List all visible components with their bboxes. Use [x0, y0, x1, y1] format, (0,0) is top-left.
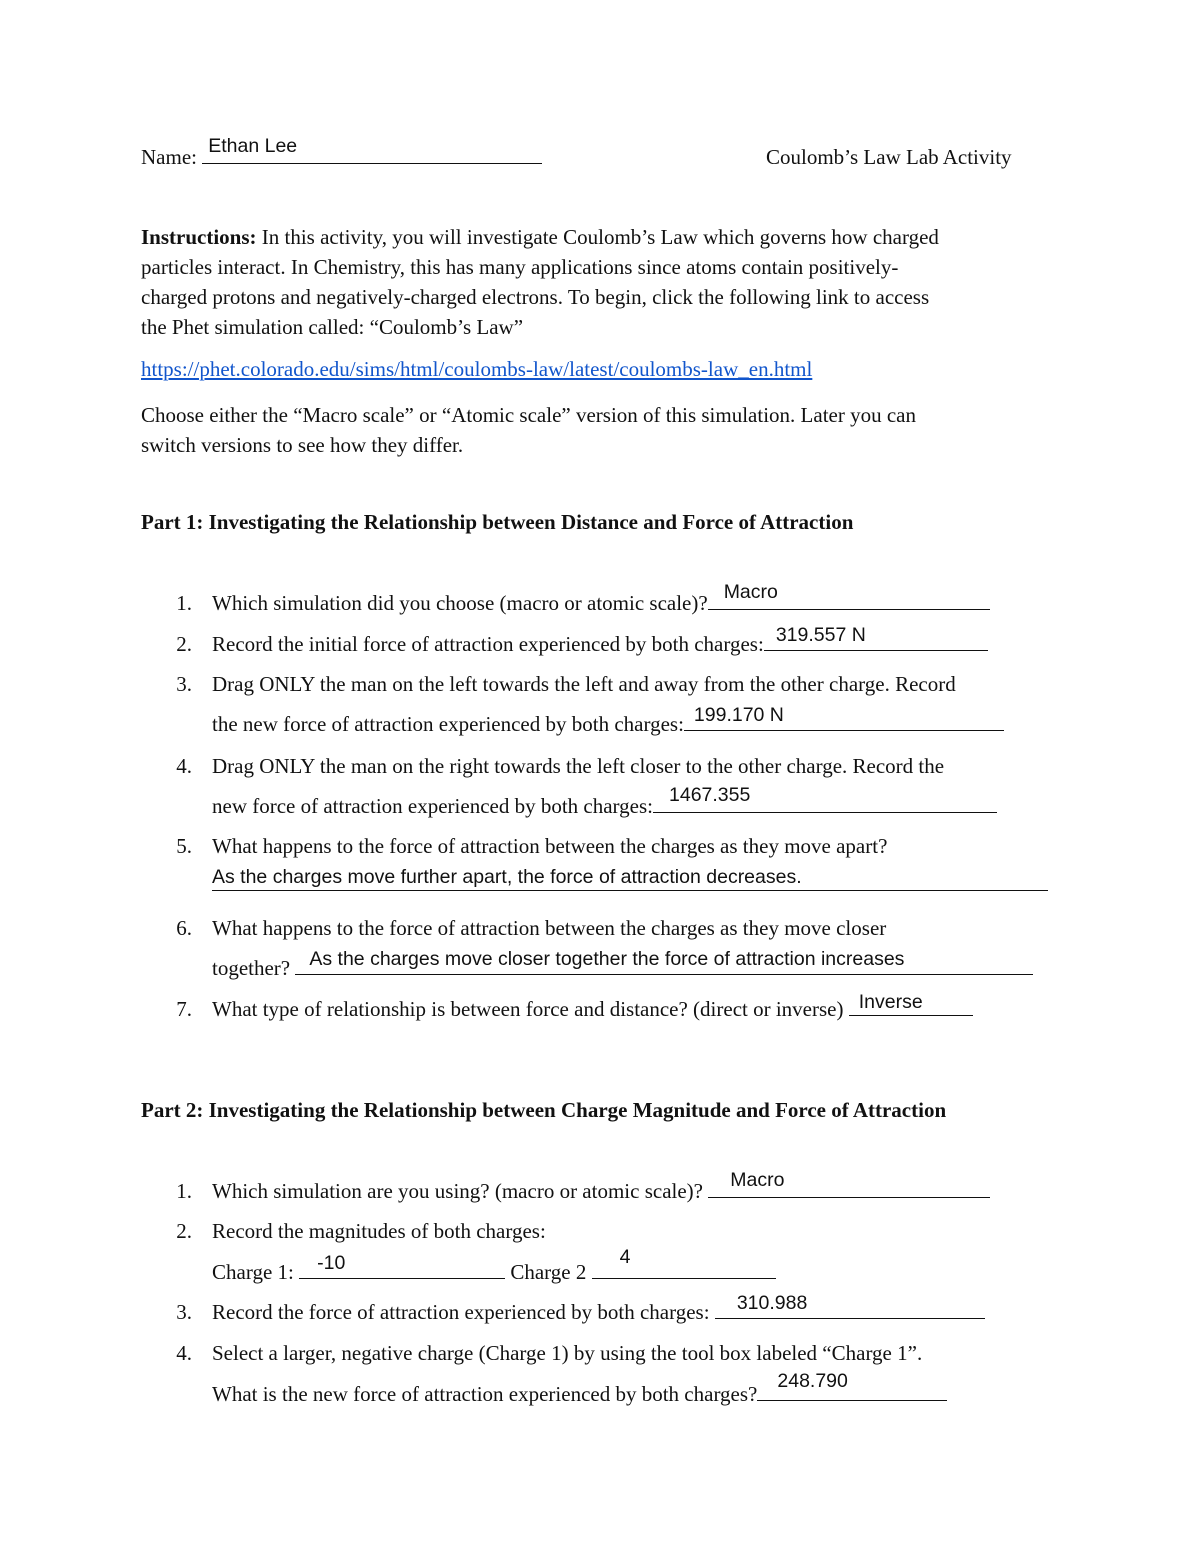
p2-q1 — [212, 1169, 990, 1203]
name-label: Name: — [141, 145, 197, 169]
p1-q4-number: 4. — [176, 754, 192, 778]
p2-q4-answer: 248.790 — [777, 1370, 848, 1392]
part1-heading: Part 1: Investigating the Relationship between Distance and Force of Attraction — [141, 510, 854, 534]
p1-q5-number: 5. — [176, 834, 192, 858]
p1-q5-answer: As the charges move further apart, the force of attraction decreases. — [212, 866, 802, 888]
charge2-label: Charge 2 — [510, 1260, 587, 1284]
p1-q1 — [212, 581, 990, 615]
simulation-link[interactable]: https://phet.colorado.edu/sims/html/coulombs-law/latest/coulombs-law_en.html — [141, 357, 813, 381]
p1-q7-answer: Inverse — [858, 991, 923, 1013]
choose-paragraph — [141, 400, 1061, 460]
name-row — [141, 135, 542, 169]
p1-q3-answer-field[interactable] — [684, 704, 1004, 731]
p2-q3-answer: 310.988 — [736, 1292, 808, 1314]
instructions-paragraph — [141, 222, 1061, 342]
p1-q5-text: What happens to the force of attraction between the charges as they move apart? — [212, 834, 888, 858]
p2-q4-text-b: What is the new force of attraction experienced by both charges? — [212, 1382, 758, 1406]
p1-q2-answer: 319.557 N — [775, 624, 866, 646]
p1-q4-answer-field[interactable] — [653, 784, 997, 813]
p1-q3-text-b: the new force of attraction experienced by both charges: — [212, 712, 684, 736]
p1-q2-text: Record the initial force of attraction experienced by both charges: — [212, 632, 764, 656]
choose-line-2: switch versions to see how they differ. — [141, 433, 464, 457]
p2-q3-text: Record the force of attraction experienced by both charges: — [212, 1300, 710, 1324]
p1-q2-number: 2. — [176, 632, 192, 656]
instructions-line-4: the Phet simulation called: “Coulomb’s Law” — [141, 315, 524, 339]
p1-q1-number: 1. — [176, 591, 192, 615]
p2-q3 — [212, 1292, 985, 1324]
doc-title: Coulomb’s Law Lab Activity — [766, 145, 1012, 169]
p2-q4-number: 4. — [176, 1341, 192, 1365]
instructions-line-1: In this activity, you will investigate Coulomb’s Law which governs how charged — [261, 225, 939, 249]
simulation-link-row — [141, 359, 812, 380]
p2-q2-number: 2. — [176, 1219, 192, 1243]
p1-q7-text: What type of relationship is between force and distance? (direct or inverse) — [212, 997, 844, 1021]
charge1-label: Charge 1: — [212, 1260, 294, 1284]
p1-q7-number: 7. — [176, 997, 192, 1021]
p1-q4-text-a: Drag ONLY the man on the right towards the left closer to the other charge. Record the — [212, 754, 945, 778]
p1-q2 — [212, 624, 988, 656]
p1-q5-line-b — [212, 866, 1048, 895]
p2-q1-number: 1. — [176, 1179, 192, 1203]
p1-q7 — [212, 991, 973, 1021]
p2-q2-charges-row — [212, 1246, 776, 1284]
p1-q4-answer: 1467.355 — [669, 784, 751, 806]
p1-q1-answer-field[interactable] — [708, 581, 990, 610]
charge1-value: -10 — [317, 1252, 346, 1274]
p2-q3-answer-field[interactable] — [715, 1292, 985, 1319]
instructions-label: Instructions: — [141, 225, 257, 249]
p2-q3-number: 3. — [176, 1300, 192, 1324]
p1-q6-line-b — [212, 948, 1033, 980]
p1-q6-text-a: What happens to the force of attraction between the charges as they move closer — [212, 916, 887, 940]
p1-q6-text-b: together? — [212, 956, 291, 980]
p2-q2-text: Record the magnitudes of both charges: — [212, 1219, 546, 1243]
choose-line-1: Choose either the “Macro scale” or “Atomic scale” version of this simulation. Later you can — [141, 403, 916, 427]
p1-q2-answer-field[interactable] — [764, 624, 988, 651]
p2-q1-answer-field[interactable] — [708, 1169, 990, 1198]
p1-q4-line-b — [212, 784, 997, 818]
p1-q4-text-b: new force of attraction experienced by both charges: — [212, 794, 653, 818]
p1-q3-text-a: Drag ONLY the man on the left towards the left and away from the other charge. Record — [212, 672, 956, 696]
name-field[interactable] — [202, 135, 542, 164]
instructions-line-2: particles interact. In Chemistry, this has many applications since atoms contain positively- — [141, 255, 899, 279]
p2-q4-text-a: Select a larger, negative charge (Charge 1) by using the tool box labeled “Charge 1”. — [212, 1341, 923, 1365]
p1-q6-answer-field[interactable] — [295, 948, 1033, 975]
p2-q4-line-b — [212, 1370, 947, 1406]
p1-q7-answer-field[interactable] — [849, 991, 973, 1016]
p1-q1-text: Which simulation did you choose (macro or atomic scale)? — [212, 591, 708, 615]
p1-q5-answer-field[interactable] — [212, 866, 1048, 891]
charge1-field[interactable] — [299, 1252, 505, 1279]
p1-q6-number: 6. — [176, 916, 192, 940]
name-value: Ethan Lee — [208, 135, 298, 157]
p2-q1-text: Which simulation are you using? (macro or atomic scale)? — [212, 1179, 703, 1203]
p1-q3-number: 3. — [176, 672, 192, 696]
p2-q4-answer-field[interactable] — [757, 1370, 947, 1401]
p2-q1-answer: Macro — [730, 1169, 785, 1191]
p1-q1-answer: Macro — [723, 581, 778, 603]
p1-q6-answer: As the charges move closer together the force of attraction increases — [309, 948, 905, 970]
p1-q3-answer: 199.170 N — [693, 704, 784, 726]
charge2-value: 4 — [619, 1246, 631, 1268]
part2-heading: Part 2: Investigating the Relationship between Charge Magnitude and Force of Attraction — [141, 1098, 947, 1122]
instructions-line-3: charged protons and negatively-charged electrons. To begin, click the following link to access — [141, 285, 930, 309]
charge2-field[interactable] — [592, 1246, 776, 1279]
p1-q3-line-b — [212, 704, 1004, 736]
